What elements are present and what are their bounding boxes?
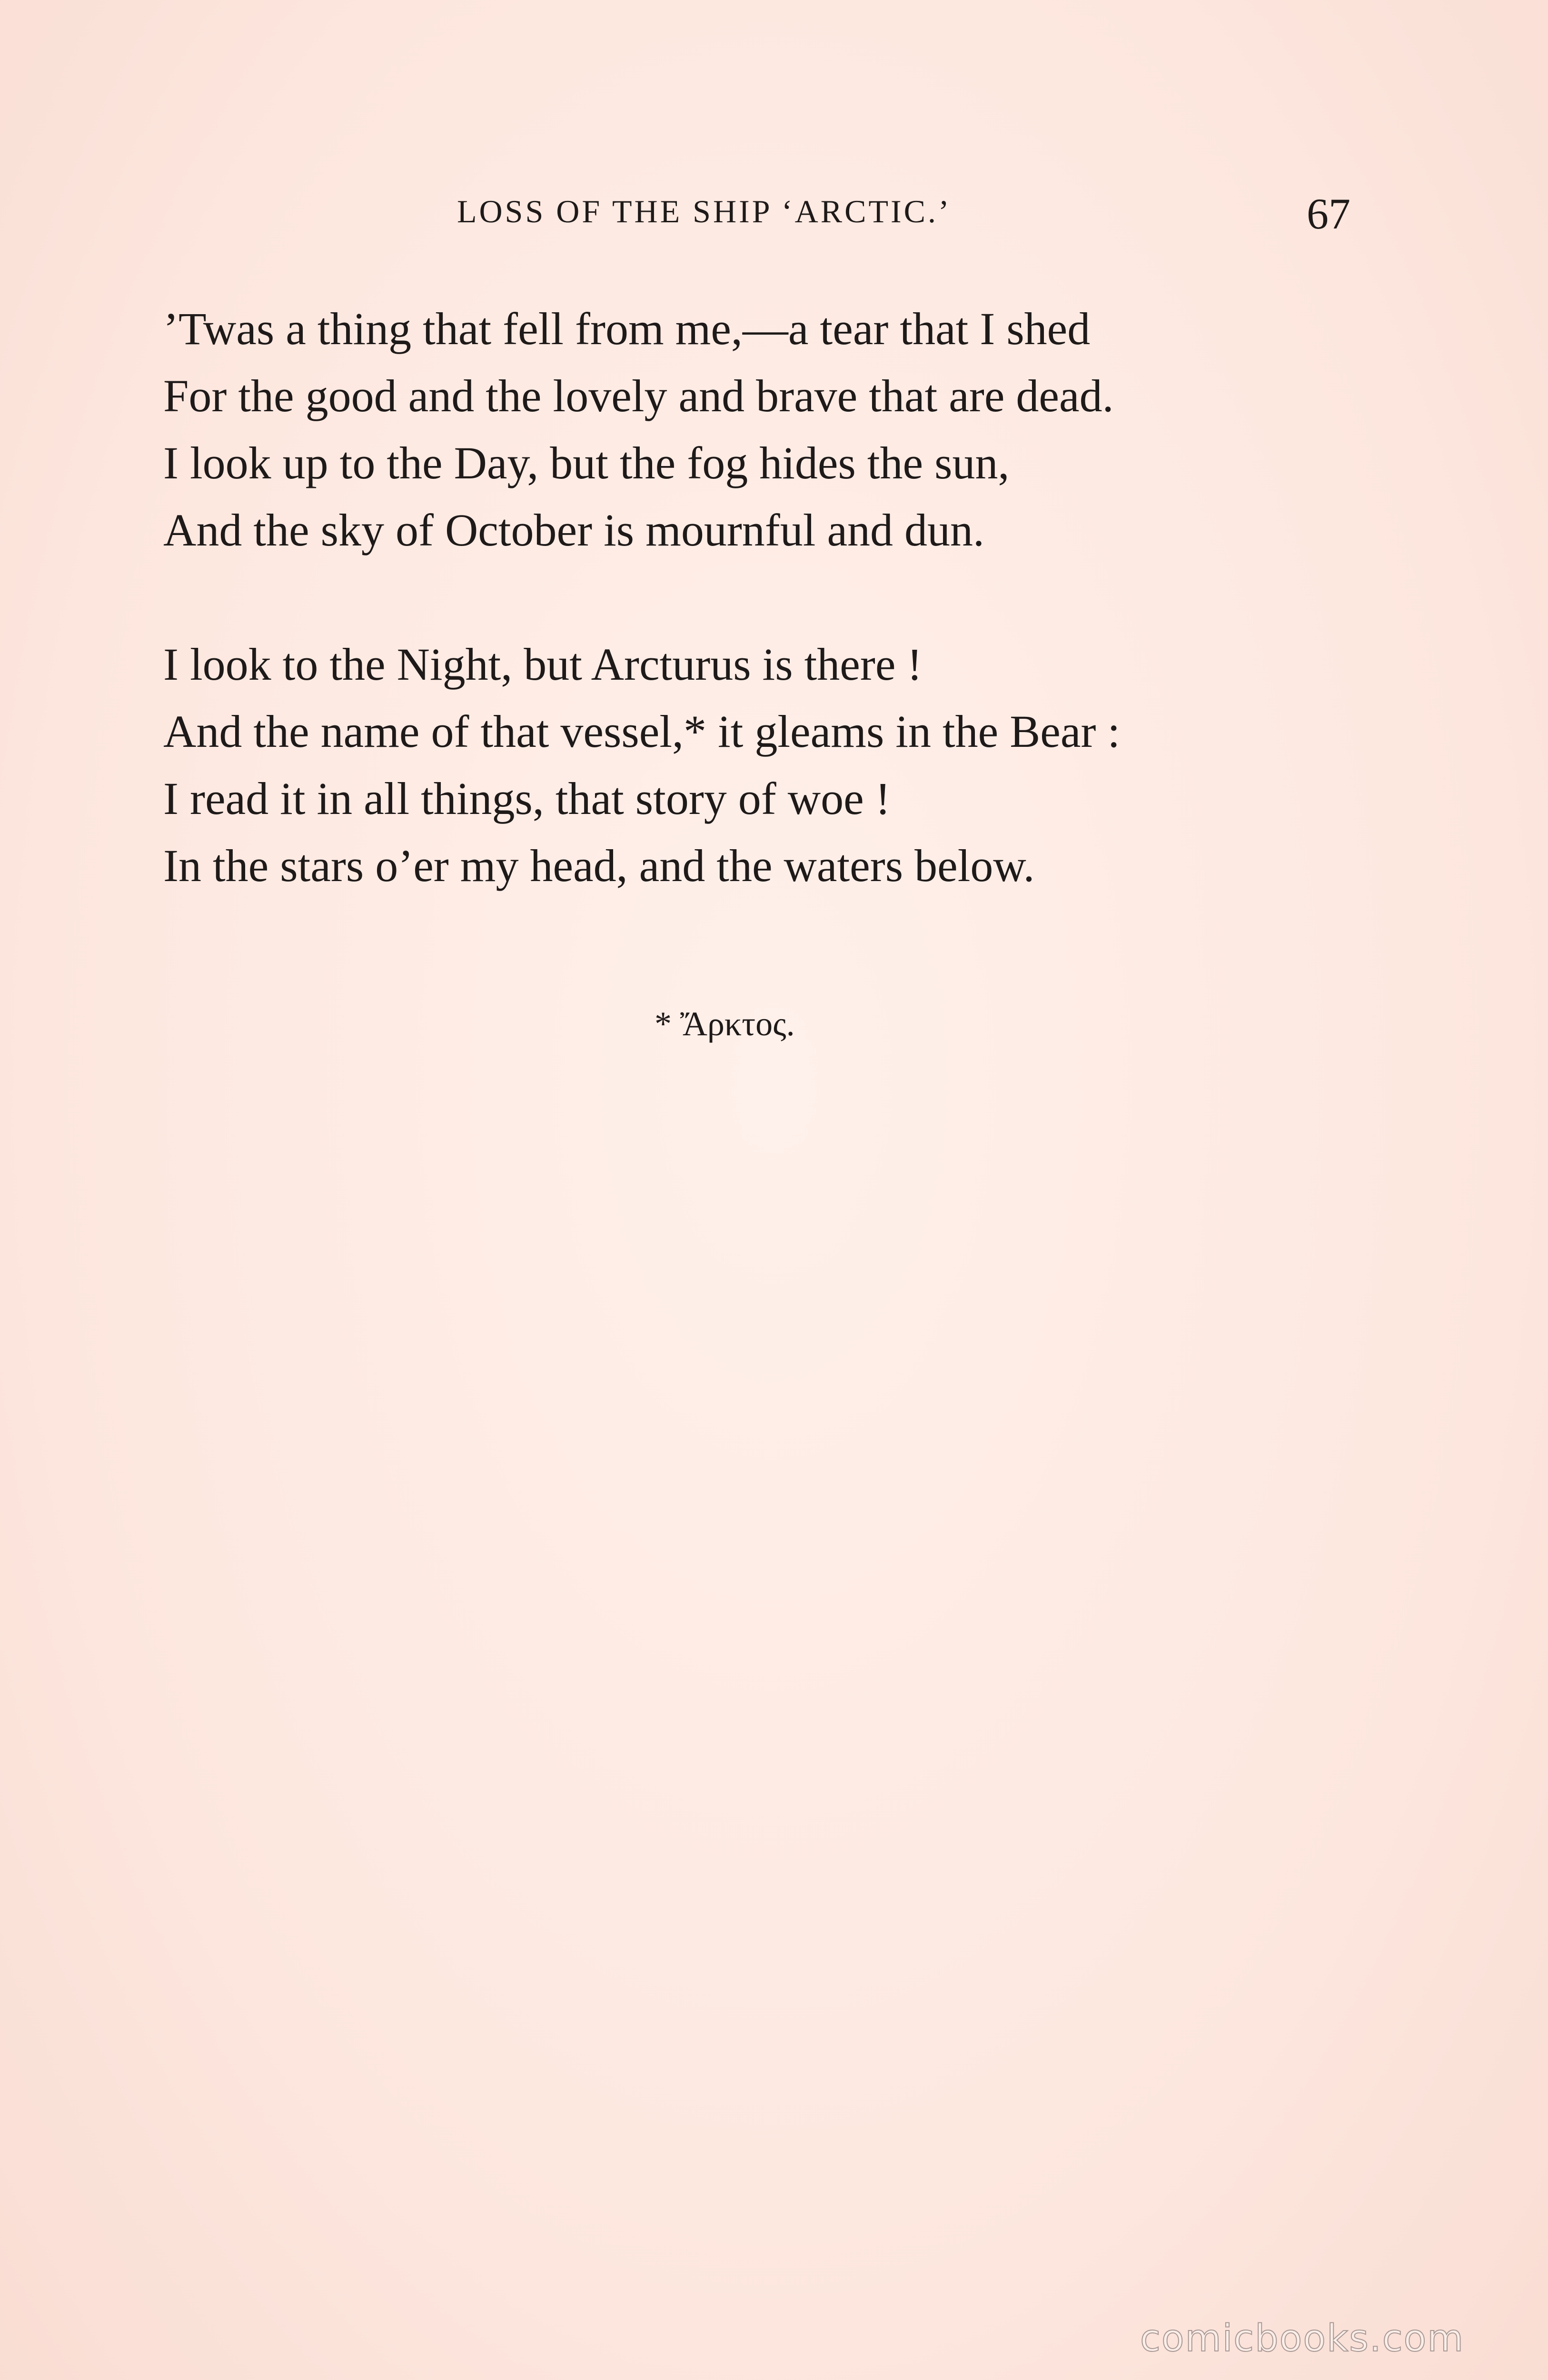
poem (163, 295, 1353, 899)
poem-line: I look up to the Day, but the fog hides the sun, (163, 437, 1010, 488)
poem-line: For the good and the lovely and brave that are dead. (163, 370, 1114, 421)
footnote: * Ἄρκτος. (655, 1005, 795, 1043)
poem-line: I look to the Night, but Arcturus is there ! (163, 639, 923, 690)
watermark-logo: comicbooks.com (1140, 2317, 1465, 2360)
poem-line: And the sky of October is mournful and dun. (163, 505, 985, 555)
poem-line: And the name of that vessel,* it gleams in the Bear : (163, 706, 1121, 757)
page-number: 67 (1307, 189, 1350, 238)
running-title: LOSS OF THE SHIP ‘ARCTIC.’ (457, 193, 952, 229)
poem-line: In the stars o’er my head, and the waters below. (163, 840, 1035, 891)
poem-line: I read it in all things, that story of woe ! (163, 773, 891, 824)
bleed-through-texture (267, 1047, 1361, 2142)
stanza (163, 295, 1353, 564)
stanza (163, 631, 1353, 899)
poem-line: ’Twas a thing that fell from me,—a tear that I shed (163, 303, 1091, 354)
